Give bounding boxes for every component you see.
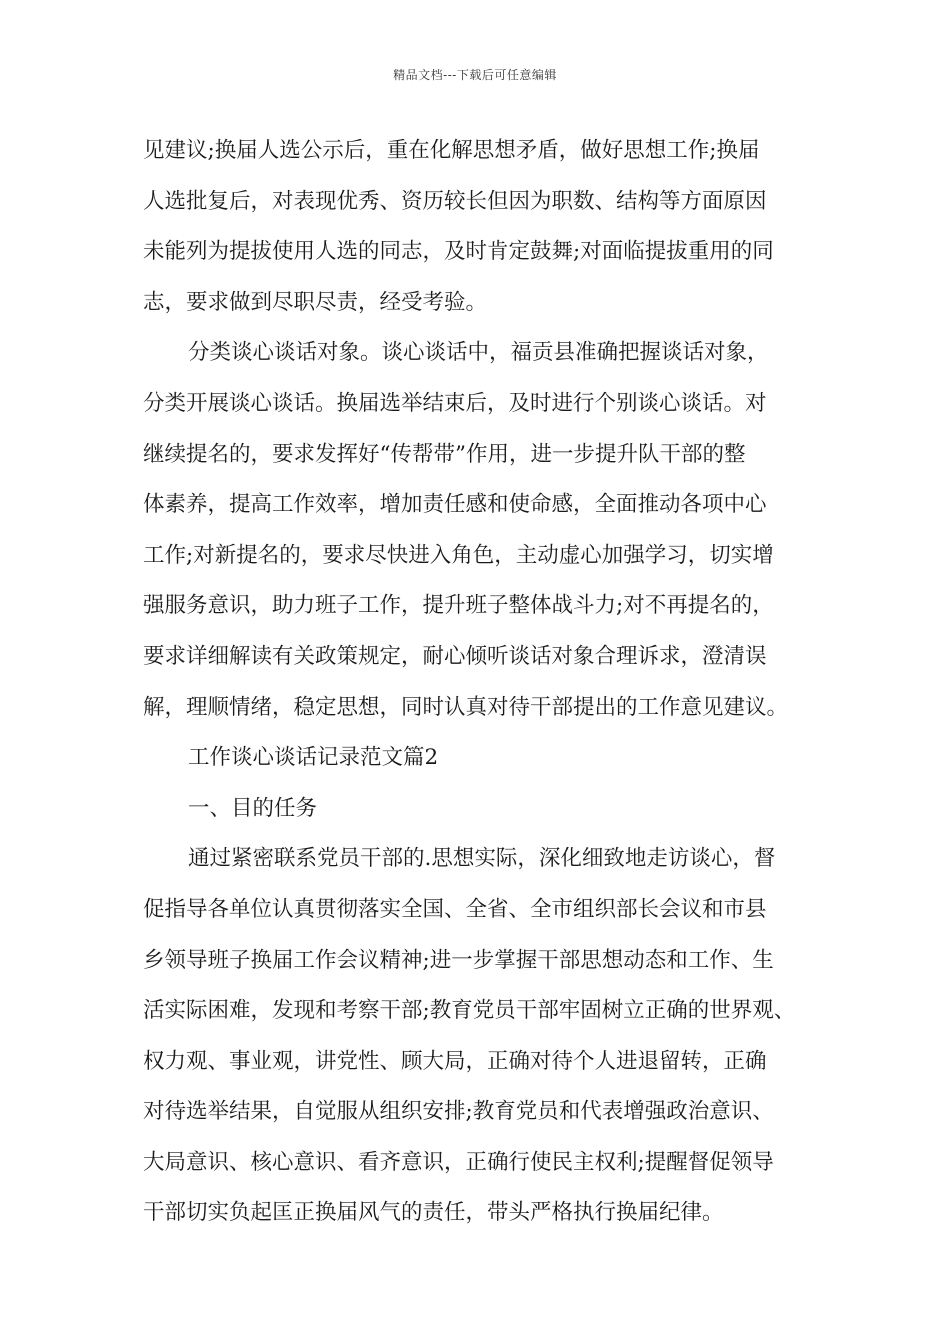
text-line: 志，要求做到尽职尽责，经受考验。 — [143, 289, 488, 315]
text-line: 继续提名的，要求发挥好“传帮带”作用，进一步提升队干部的整 — [143, 441, 746, 467]
text-line: 分类谈心谈话对象。谈心谈话中，福贡县准确把握谈话对象， — [188, 340, 769, 366]
text-line: 大局意识、核心意识、看齐意识，正确行使民主权利;提醒督促领导 — [143, 1149, 774, 1175]
text-line: 要求详细解读有关政策规定，耐心倾听谈话对象合理诉求，澄清误 — [143, 643, 767, 669]
text-line: 分类开展谈心谈话。换届选举结束后，及时进行个别谈心谈话。对 — [143, 390, 767, 416]
text-line: 解，理顺情绪，稳定思想，同时认真对待干部提出的工作意见建议。 — [143, 694, 789, 720]
text-line: 乡领导班子换届工作会议精神;进一步掌握干部思想动态和工作、生 — [143, 947, 774, 973]
text-line: 强服务意识，助力班子工作，提升班子整体战斗力;对不再提名的， — [143, 593, 774, 619]
text-line: 工作;对新提名的，要求尽快进入角色，主动虚心加强学习，切实增 — [143, 542, 774, 568]
text-line: 干部切实负起匡正换届风气的责任，带头严格执行换届纪律。 — [143, 1200, 724, 1226]
text-line: 活实际困难，发现和考察干部;教育党员干部牢固树立正确的世界观、 — [143, 998, 796, 1024]
text-line: 工作谈心谈话记录范文篇2 — [188, 745, 439, 771]
text-line: 对待选举结果，自觉服从组织安排;教育党员和代表增强政治意识、 — [143, 1099, 774, 1125]
text-line: 人选批复后，对表现优秀、资历较长但因为职数、结构等方面原因 — [143, 188, 767, 214]
text-line: 见建议;换届人选公示后，重在化解思想矛盾，做好思想工作;换届 — [143, 138, 760, 163]
document-body — [143, 126, 813, 1239]
text-line: 体素养，提高工作效率，增加责任感和使命感，全面推动各项中心 — [143, 492, 767, 518]
text-line: 一、目的任务 — [188, 795, 318, 821]
text-line: 促指导各单位认真贯彻落实全国、全省、全市组织部长会议和市县 — [143, 896, 767, 922]
text-line: 权力观、事业观，讲党性、顾大局，正确对待个人进退留转，正确 — [143, 1048, 767, 1074]
page-header: 精品文档---下载后可任意编辑 — [393, 68, 557, 82]
text-line: 通过紧密联系党员干部的.思想实际，深化细致地走访谈心，督 — [188, 846, 776, 872]
text-line: 未能列为提拔使用人选的同志，及时肯定鼓舞;对面临提拔重用的同 — [143, 239, 774, 265]
